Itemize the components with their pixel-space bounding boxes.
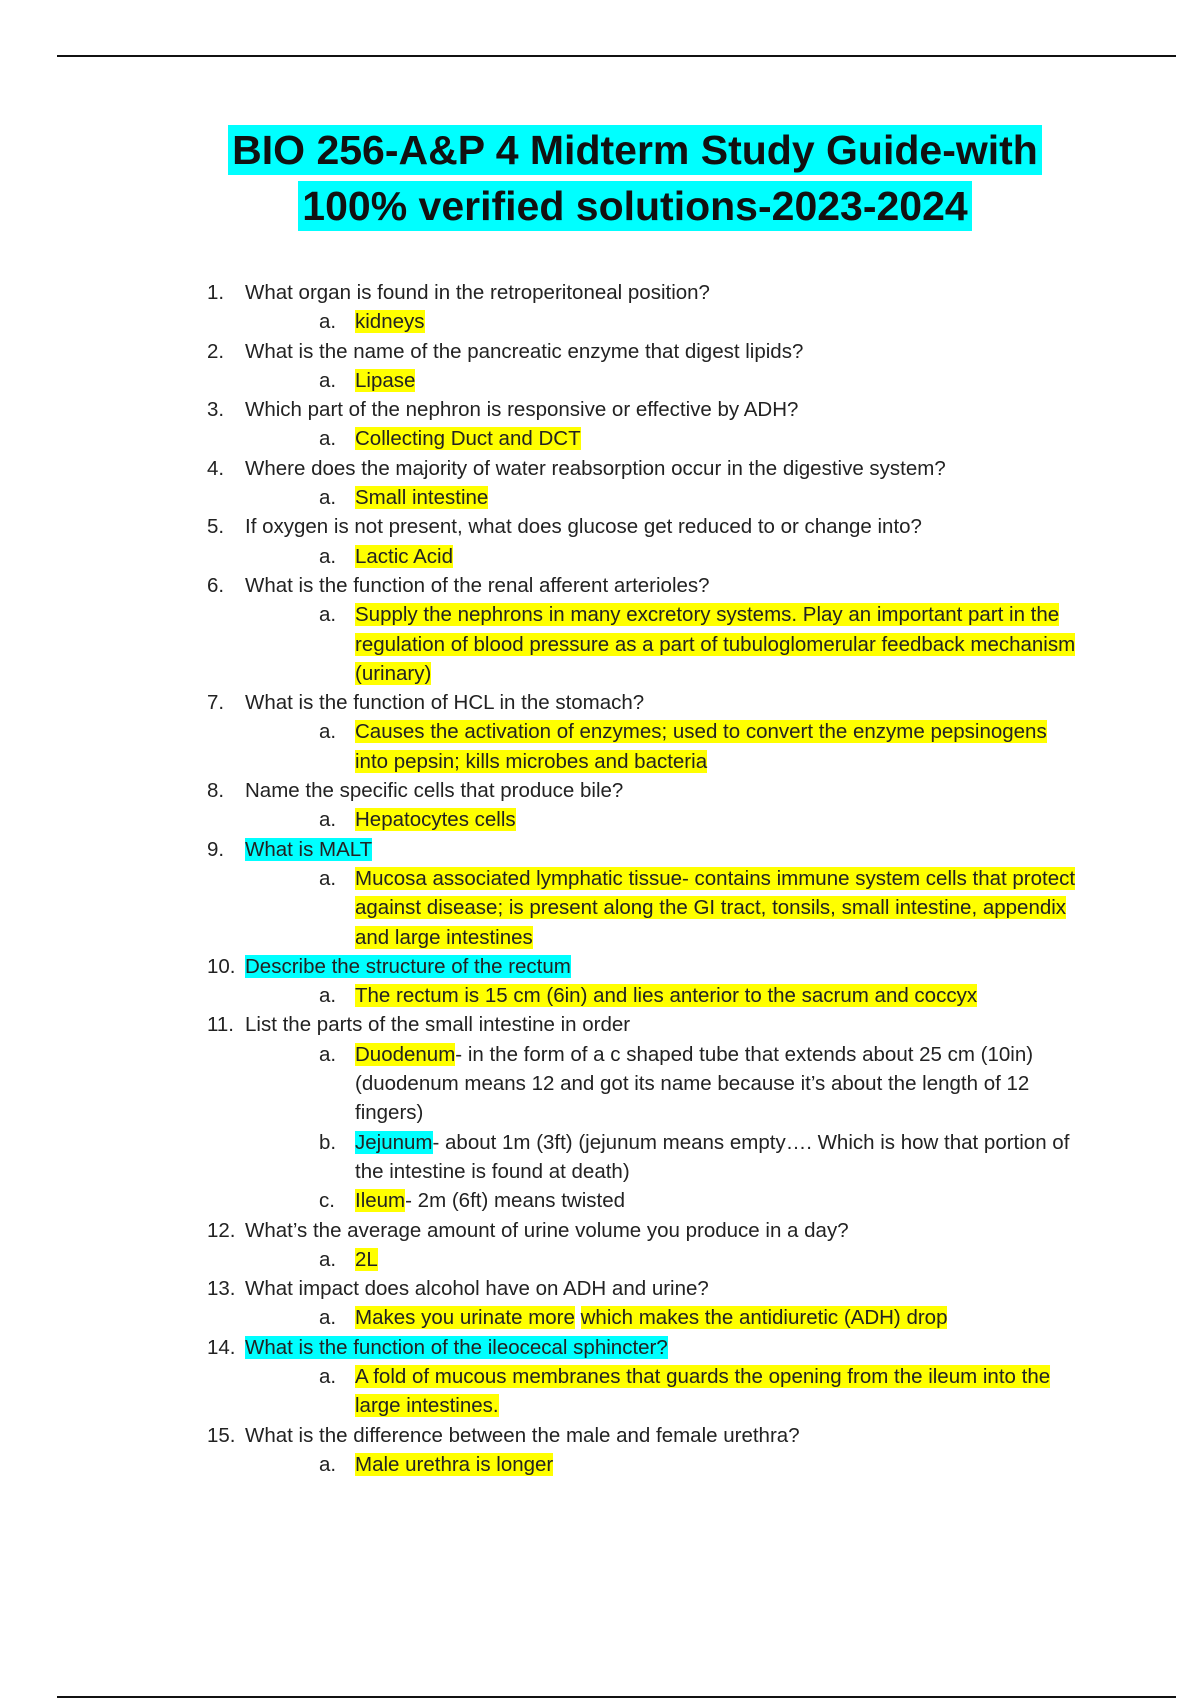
answer-text: The rectum is 15 cm (6in) and lies anterior to the sacrum and coccyx	[355, 984, 978, 1008]
question-item	[207, 776, 1077, 835]
answer-list	[245, 717, 1077, 776]
question-text: Name the specific cells that produce bile?	[245, 779, 624, 803]
question-item	[207, 688, 1077, 776]
answer-item	[245, 542, 1077, 571]
answer-item	[245, 1245, 1077, 1274]
question-text: What organ is found in the retroperitoneal position?	[245, 281, 710, 304]
answer-text: Lactic Acid	[355, 544, 453, 568]
answer-text: 2L	[355, 1247, 378, 1271]
question-text: List the parts of the small intestine in order	[245, 1013, 631, 1037]
answer-list	[245, 600, 1077, 688]
answer-list	[245, 1245, 1077, 1274]
question-text: What is the difference between the male and female urethra?	[245, 1423, 800, 1447]
question-item	[207, 1274, 1077, 1333]
question-number: 6.	[207, 573, 225, 597]
answer-list	[245, 424, 1077, 453]
answer-list	[245, 1040, 1077, 1216]
question-number: 1.	[207, 281, 225, 304]
answer-list	[245, 1362, 1077, 1421]
answer-item	[245, 424, 1077, 453]
answer-text: Makes you urinate more	[355, 1306, 575, 1330]
answer-item	[245, 717, 1077, 776]
answer-text: - about 1m (3ft) (jejunum means empty…. Which is how that portion of the intestine is found at death)	[355, 1130, 1070, 1183]
answer-letter: a.	[319, 866, 337, 890]
question-number: 12.	[207, 1218, 236, 1242]
answer-letter: a.	[319, 1364, 337, 1388]
question-number: 4.	[207, 456, 225, 480]
title-line-1: BIO 256-A&P 4 Midterm Study Guide-with	[228, 125, 1042, 175]
title-line-2: 100% verified solutions-2023-2024	[298, 181, 971, 231]
question-item	[207, 512, 1077, 571]
question-text: What impact does alcohol have on ADH and urine?	[245, 1277, 709, 1301]
answer-letter: a.	[319, 1247, 337, 1271]
answer-text: Jejunum	[355, 1130, 433, 1154]
question-number: 7.	[207, 691, 225, 715]
answer-list	[245, 542, 1077, 571]
answer-list	[245, 805, 1077, 834]
top-rule	[57, 55, 1176, 57]
answer-text: Collecting Duct and DCT	[355, 427, 581, 451]
answer-text: - in the form of a c shaped tube that extends about 25 cm (10in) (duodenum means 12 and got its name because it’s about the length of 12 fingers)	[355, 1042, 1034, 1125]
question-item	[207, 278, 1077, 337]
answer-letter: a.	[319, 486, 337, 510]
answer-text: A fold of mucous membranes that guards the opening from the ileum into the large intestines.	[355, 1364, 1051, 1418]
answer-item	[245, 981, 1077, 1010]
question-item	[207, 1010, 1077, 1215]
answer-item	[245, 307, 1077, 336]
answer-letter: a.	[319, 1452, 337, 1476]
question-number: 5.	[207, 515, 225, 539]
answer-text: - 2m (6ft) means twisted	[405, 1189, 626, 1213]
answer-text	[575, 1306, 581, 1329]
question-item	[207, 835, 1077, 952]
answer-item	[245, 1362, 1077, 1421]
question-list	[207, 278, 1077, 1479]
answer-letter: c.	[319, 1189, 335, 1213]
answer-list	[245, 366, 1077, 395]
question-item	[207, 1333, 1077, 1421]
answer-item	[245, 805, 1077, 834]
question-number: 14.	[207, 1335, 236, 1359]
answer-letter: a.	[319, 427, 337, 451]
answer-text: Small intestine	[355, 486, 489, 510]
question-text: What is MALT	[245, 837, 373, 861]
question-text: If oxygen is not present, what does glucose get reduced to or change into?	[245, 515, 922, 539]
question-text: What is the function of the ileocecal sphincter?	[245, 1335, 668, 1359]
answer-letter: a.	[319, 544, 337, 568]
answer-letter: a.	[319, 310, 337, 334]
answer-item	[245, 1450, 1077, 1479]
answer-item	[245, 1186, 1077, 1215]
answer-letter: a.	[319, 1042, 337, 1066]
answer-item	[245, 1128, 1077, 1187]
answer-item	[245, 864, 1077, 952]
answer-text: Male urethra is longer	[355, 1452, 554, 1476]
question-number: 2.	[207, 339, 225, 363]
question-text: Describe the structure of the rectum	[245, 954, 571, 978]
answer-item	[245, 1303, 1077, 1332]
question-text: Which part of the nephron is responsive or effective by ADH?	[245, 398, 799, 422]
question-item	[207, 337, 1077, 396]
question-number: 8.	[207, 779, 225, 803]
question-text: What is the name of the pancreatic enzyme that digest lipids?	[245, 339, 804, 363]
question-item	[207, 454, 1077, 513]
answer-letter: a.	[319, 368, 337, 392]
answer-list	[245, 1450, 1077, 1479]
answer-text: Supply the nephrons in many excretory systems. Play an important part in the regulation of blood pressure as a part of tubuloglomerular feedback mechanism (urinary)	[355, 603, 1076, 685]
question-item	[207, 1421, 1077, 1480]
answer-text: kidneys	[355, 310, 425, 334]
answer-text: Lipase	[355, 368, 416, 392]
bottom-rule	[57, 1696, 1176, 1698]
answer-list	[245, 981, 1077, 1010]
question-item	[207, 1216, 1077, 1275]
answer-letter: b.	[319, 1130, 337, 1154]
question-number: 15.	[207, 1423, 236, 1447]
question-text: What’s the average amount of urine volume you produce in a day?	[245, 1218, 849, 1242]
question-number: 13.	[207, 1277, 236, 1301]
question-text: What is the function of the renal afferent arterioles?	[245, 573, 710, 597]
question-number: 11.	[207, 1013, 234, 1037]
question-text: Where does the majority of water reabsorption occur in the digestive system?	[245, 456, 946, 480]
answer-text: which makes the antidiuretic (ADH) drop	[580, 1306, 948, 1330]
answer-item	[245, 483, 1077, 512]
answer-text: Duodenum	[355, 1042, 456, 1066]
answer-list	[245, 1303, 1077, 1332]
answer-list	[245, 864, 1077, 952]
answer-letter: a.	[319, 603, 337, 627]
question-number: 9.	[207, 837, 225, 861]
answer-text: Mucosa associated lymphatic tissue- contains immune system cells that protect against disease; is present along the GI tract, tonsils, small intestine, appendix and large intestines	[355, 866, 1076, 949]
answer-letter: a.	[319, 720, 337, 744]
answer-list	[245, 483, 1077, 512]
question-item	[207, 571, 1077, 688]
answer-text: Ileum	[355, 1189, 406, 1213]
question-text: What is the function of HCL in the stomach?	[245, 691, 645, 715]
answer-item	[245, 600, 1077, 688]
answer-item	[245, 366, 1077, 395]
answer-letter: a.	[319, 984, 337, 1008]
question-number: 10.	[207, 954, 236, 978]
question-item	[207, 952, 1077, 1011]
question-item	[207, 395, 1077, 454]
answer-list	[245, 307, 1077, 336]
answer-letter: a.	[319, 1306, 337, 1330]
answer-text: Causes the activation of enzymes; used to convert the enzyme pepsinogens into pepsin; kills microbes and bacteria	[355, 720, 1047, 773]
answer-letter: a.	[319, 808, 337, 832]
answer-item	[245, 1040, 1077, 1128]
answer-text: Hepatocytes cells	[355, 808, 516, 832]
question-number: 3.	[207, 398, 225, 422]
document-title	[0, 122, 1200, 234]
